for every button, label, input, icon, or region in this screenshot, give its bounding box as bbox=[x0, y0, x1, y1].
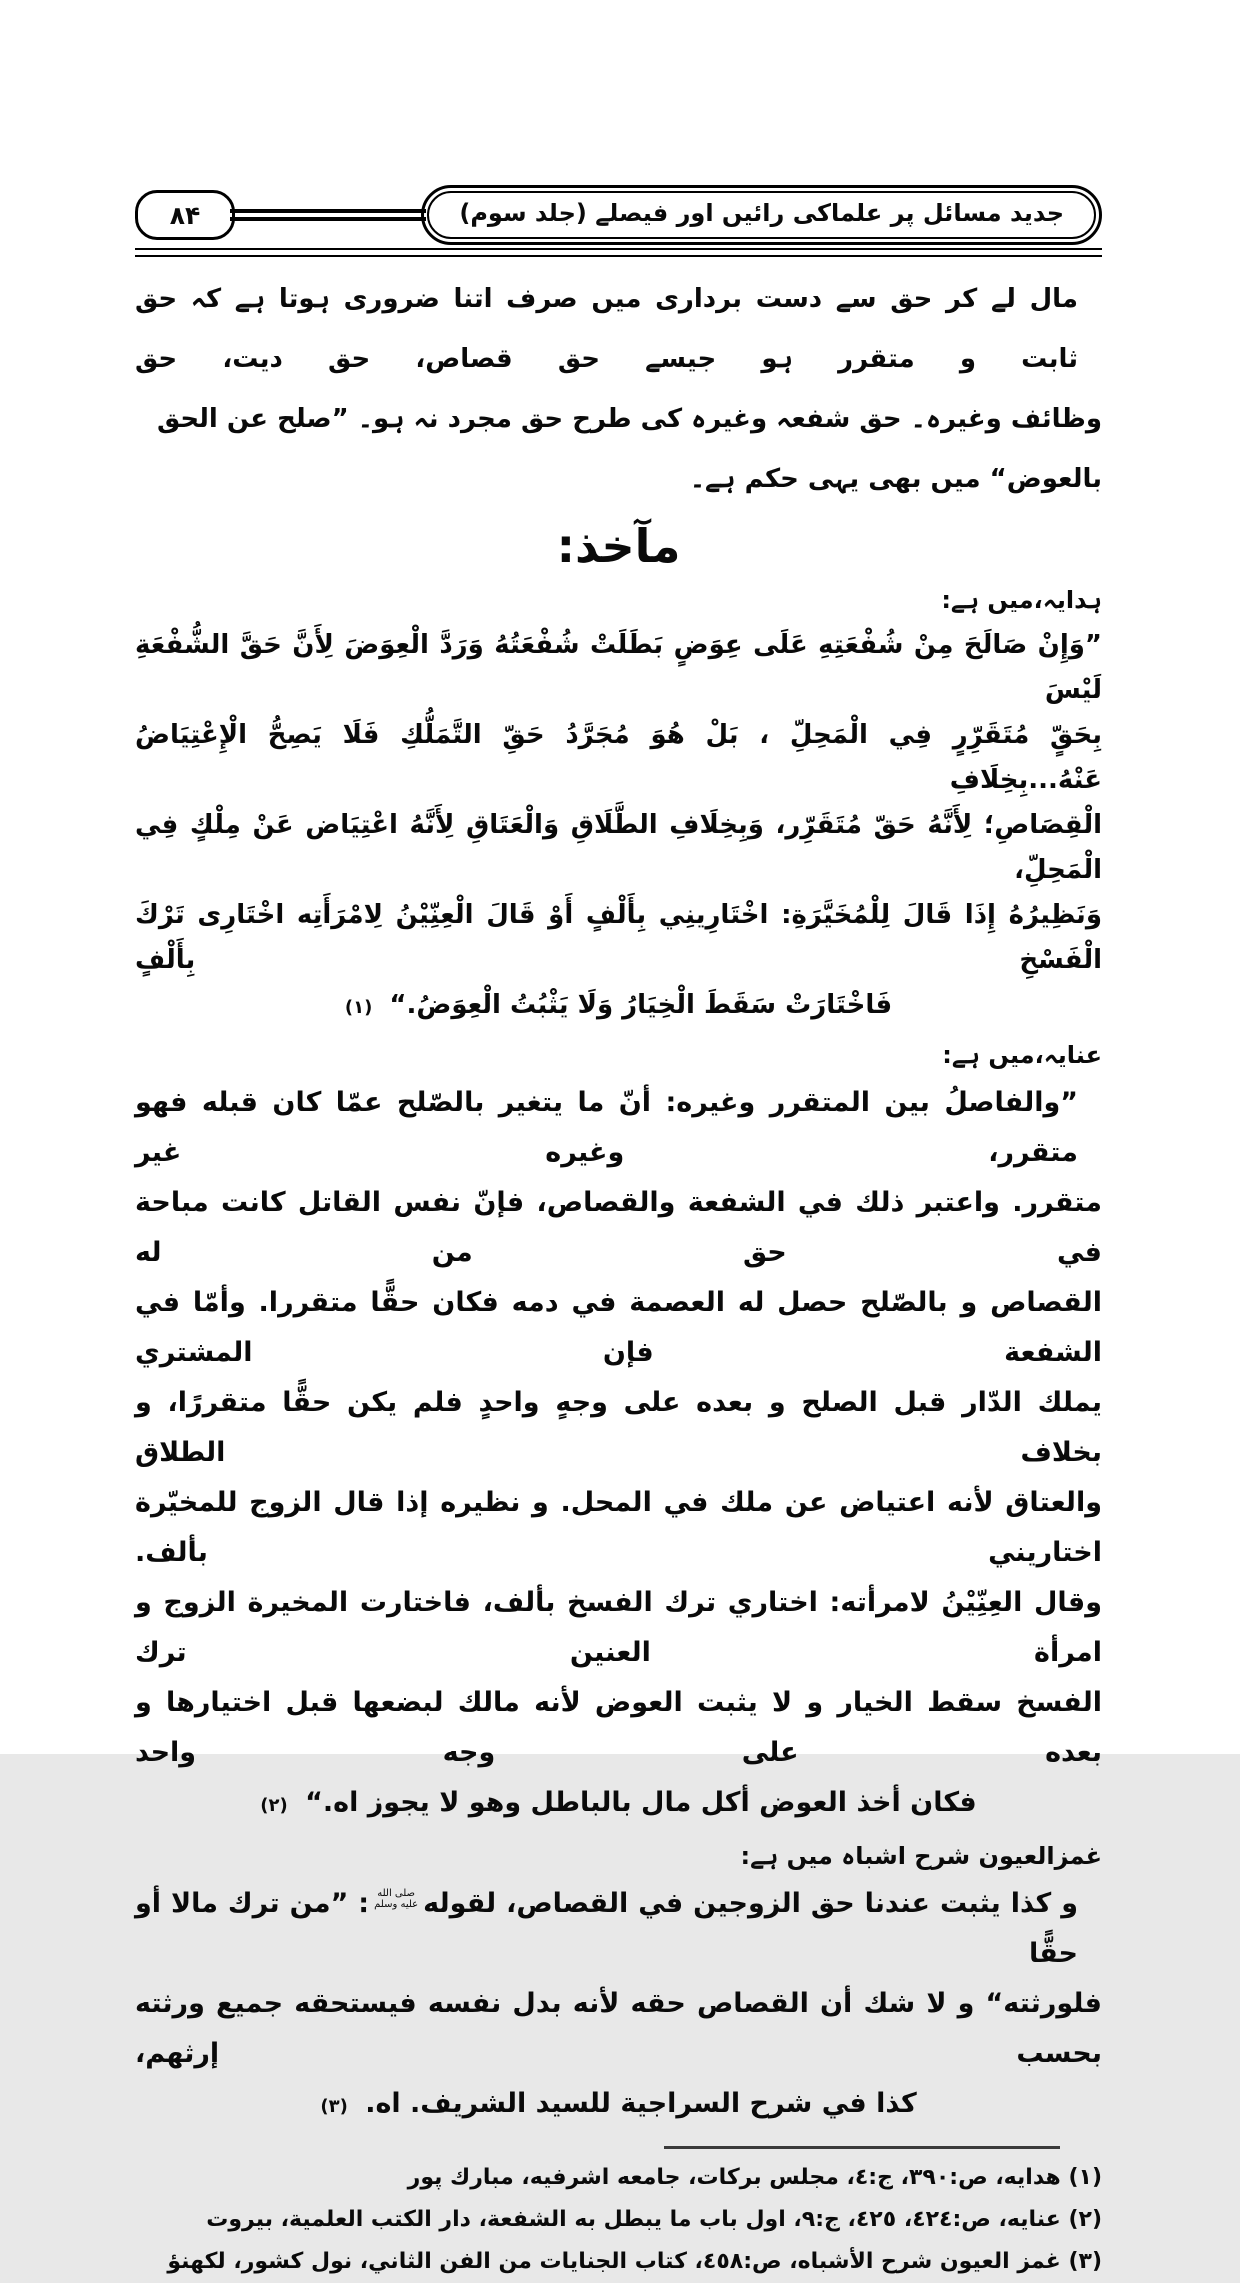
quote-line: بِحَقٍّ مُتَقَرِّرٍ فِي الْمَحِلِّ ، بَلْ هُوَ مُجَرَّدُ حَقِّ التَّمَلُّكِ فَلَا يَصِحُّ الْإِعْتِيَاضُ عَنْهُ...بِخِلَافِ bbox=[135, 720, 1102, 795]
footnote-item: (١) هدايه، ص:٣٩٠، ج:٤، مجلس بركات، جامعه اشرفيه، مبارك پور bbox=[407, 2165, 1102, 2190]
quote-line: وَنَظِيرُهُ إِذَا قَالَ لِلْمُخَيَّرَةِ: اخْتَارِينِي بِأَلْفٍ أَوْ قَالَ الْعِنِّيْنُ لِامْرَأَتِه اخْتَارِى تَرْكَ الْفَسْخِ بِأَلْفٍ bbox=[135, 900, 1102, 975]
page-number-badge: ۸۴ bbox=[135, 190, 235, 240]
intro-line: مال لے کر حق سے دست برداری میں صرف اتنا ضروری ہوتا ہے کہ حق ثابت و متقرر ہو جیسے حق قصاص، حق دیت، حق bbox=[135, 284, 1078, 374]
quote-line: فلورثته“ و لا شك أن القصاص حقه لأنه بدل نفسه فيستحقه جميع ورثته بحسب إرثهم، bbox=[135, 1988, 1102, 2069]
footnote-item: (٢) عنايه، ص:٤٢٤، ٤٢٥، ج:٩، اول باب ما يبطل به الشفعة، دار الكتب العلمية، بيروت bbox=[206, 2207, 1102, 2232]
footnote-separator bbox=[664, 2146, 1060, 2149]
quote-last-line bbox=[135, 983, 1102, 1030]
footnote-marker-3: (٣) bbox=[320, 2096, 348, 2117]
quote-last-line bbox=[135, 2079, 1102, 2132]
footnotes-block bbox=[135, 2157, 1102, 2283]
header-rule bbox=[135, 248, 1102, 257]
quote-line-text: و كذا يثبت عندنا حق الزوجين في القصاص، لقوله bbox=[423, 1888, 1078, 1919]
footnote-marker-2: (٢) bbox=[260, 1795, 288, 1816]
intro-line: وظائف وغیرہ۔ حق شفعہ وغیرہ کی طرح حق مجرد نہ ہو۔ ”صلح عن الحق بالعوض“ میں بھی یہی حکم ہے۔ bbox=[157, 404, 1102, 494]
footnote-marker-1: (١) bbox=[344, 997, 373, 1018]
quote-ghamz-aluyun bbox=[135, 1879, 1102, 2132]
quote-line-text: كذا في شرح السراجية للسيد الشريف. اه. bbox=[365, 2088, 917, 2119]
intro-paragraph bbox=[135, 269, 1102, 509]
source-label-inaya: عنایہ،میں ہے: bbox=[942, 1041, 1102, 1069]
quote-line-text: فَاخْتَارَتْ سَقَطَ الْخِيَارُ وَلَا يَثْبُتُ الْعِوَضُ.“ bbox=[389, 990, 893, 1020]
source-label-ghamz-aluyun: غمزالعیون شرح اشباہ میں ہے: bbox=[740, 1842, 1102, 1870]
honorific-bottom: عليه وسلم bbox=[374, 1898, 419, 1910]
quote-line: والعتاق لأنه اعتياض عن ملك في المحل. و نظيره إذا قال الزوج للمخيّرة اختاريني بألف. bbox=[135, 1487, 1102, 1568]
quote-line: وقال العِنِّيْنُ لامرأته: اختاري ترك الفسخ بألف، فاختارت المخيرة الزوج و امرأة العنين ترك bbox=[135, 1587, 1102, 1668]
quote-line: يملك الدّار قبل الصلح و بعده على وجهٍ واحدٍ فلم يكن حقًّا متقررًا، و بخلاف الطلاق bbox=[135, 1387, 1102, 1468]
book-title-capsule bbox=[421, 185, 1102, 245]
quote-inaya bbox=[135, 1078, 1102, 1831]
quote-line-text: فكان أخذ العوض أكل مال بالباطل وهو لا يجوز اه.“ bbox=[305, 1787, 977, 1818]
quote-line: متقرر. واعتبر ذلك في الشفعة والقصاص، فإنّ نفس القاتل كانت مباحة في حق من له bbox=[135, 1187, 1102, 1268]
quote-line: ”والفاصلُ بين المتقرر وغيره: أنّ ما يتغير بالصّلح عمّا كان قبله فهو متقرر، وغيره غير bbox=[135, 1087, 1078, 1168]
source-label-hidaya: ہدایہ،میں ہے: bbox=[941, 586, 1102, 614]
quote-line: الْقِصَاصِ؛ لِأَنَّهُ حَقّ مُتَقَرِّر، وَبِخِلَافِ الطَّلَاقِ وَالْعَتَاقِ لِأَنَّهُ اعْتِيَاض عَنْ مِلْكٍ فِي الْمَحِلِّ، bbox=[135, 810, 1102, 885]
quote-hidaya bbox=[135, 623, 1102, 1030]
book-title: جدید مسائل پر علماکی رائیں اور فیصلے (جلد سوم) bbox=[427, 191, 1096, 239]
quote-line: القصاص و بالصّلح حصل له العصمة في دمه فكان حقًّا متقررا. وأمّا في الشفعة فإن المشتري bbox=[135, 1287, 1102, 1368]
honorific-mark-pbuh bbox=[374, 1888, 418, 1910]
honorific-top: صلى الله bbox=[377, 1887, 416, 1899]
quote-line: ”وَإِنْ صَالَحَ مِنْ شُفْعَتِهِ عَلَى عِوَضٍ بَطَلَتْ شُفْعَتُهُ وَرَدَّ الْعِوَضَ لِأَنَّ حَقَّ الشُّفْعَةِ لَيْسَ bbox=[135, 630, 1102, 705]
quote-last-line bbox=[135, 1778, 1102, 1831]
quote-line bbox=[135, 1879, 1102, 1979]
quote-line: الفسخ سقط الخيار و لا يثبت العوض لأنه مالك لبضعها قبل اختيارها و بعده على وجه واحد bbox=[135, 1687, 1102, 1768]
footnote-item: (٣) غمز العيون شرح الأشباه، ص:٤٥٨، كتاب الجنايات من الفن الثاني، نول كشور، لكهنؤ bbox=[167, 2249, 1102, 2274]
header-divider-line bbox=[230, 209, 426, 221]
section-heading-sources: مآخذ: bbox=[556, 519, 681, 573]
page-header bbox=[135, 188, 1102, 242]
quote-line-text: : ”من ترك مالا أو حقًّا bbox=[135, 1888, 1078, 1969]
